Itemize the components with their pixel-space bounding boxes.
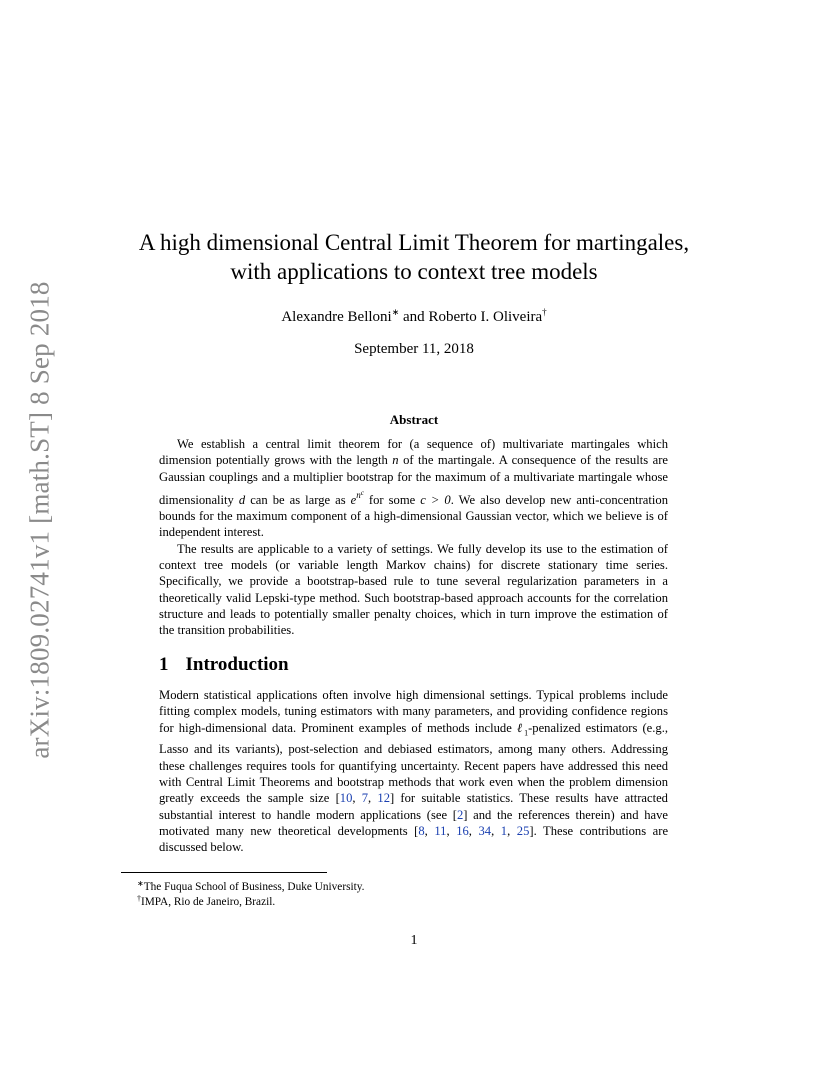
- section-number: 1: [159, 654, 169, 675]
- abstract-heading: Abstract: [389, 412, 439, 427]
- text-run: for some: [363, 492, 421, 507]
- citation-separator: ,: [446, 823, 457, 838]
- citation-link[interactable]: 11: [434, 823, 447, 838]
- citation-separator: ,: [507, 823, 517, 838]
- footnote-text: IMPA, Rio de Janeiro, Brazil.: [141, 896, 276, 908]
- abstract-paragraph: The results are applicable to a variety of settings. We fully develop its use to the estimation of context tree models (or variable length Markov chains) for discrete stationary time series. Specifically, we provide a bootstrap-based rule to tune several regularization parameters in a theoretically valid Lepski-type method. Such bootstrap-based approach accounts for the correlation structure and leads to potentially smaller penalty choices, which in turn improve the estimation of the transition probabilities.: [159, 541, 668, 638]
- math-inequality: c > 0: [420, 492, 451, 507]
- math-subscript: 1: [524, 728, 529, 738]
- citation-link[interactable]: 7: [361, 791, 369, 806]
- arxiv-identifier: arXiv:1809.02741v1 [math.ST] 8 Sep 2018: [24, 281, 55, 759]
- text-run: -penalized estimators (e.g., Lasso and its variants), post-selection and debiased estimators, among many others. Addressing these challenges requires tools for quantifying uncertainty. Recent papers have addressed this need with Central Limit Theorems and bootstrap methods that work even when the problem dimension greatly exceeds the sample size [: [159, 720, 668, 806]
- author-name: Alexandre Belloni: [281, 309, 392, 325]
- math-superscript: c: [360, 488, 364, 497]
- text-run: ] for suitable statistics. These results have attracted substantial interest to handle modern applications (see [: [159, 791, 668, 822]
- math-variable: n: [392, 453, 399, 468]
- text-run: of the martingale. A consequence of the results are Gaussian couplings and a multiplier bootstrap for the maximum of a multivariate martingale whose dimensionality: [159, 453, 668, 507]
- paper-date: September 11, 2018: [354, 341, 474, 357]
- section-heading: [159, 654, 289, 676]
- author-conjunction: and: [403, 309, 425, 325]
- text-run: Modern statistical applications often involve high dimensional settings. Typical problems include fitting complex models, tuning estimators with many parameters, and providing confidence regions for high-dimensional data. Prominent examples of methods include: [159, 688, 668, 735]
- abstract-paragraph: [159, 436, 668, 541]
- math-variable: d: [238, 492, 246, 507]
- footnote-mark: ∗: [137, 879, 144, 888]
- citation-link[interactable]: 10: [339, 791, 353, 806]
- citation-link[interactable]: 2: [456, 807, 464, 822]
- citation-separator: ,: [468, 823, 479, 838]
- citation-separator: ,: [368, 791, 378, 806]
- citation-link[interactable]: 12: [377, 791, 390, 806]
- math-superscript: n: [356, 489, 361, 500]
- footnote-mark: ∗: [391, 307, 400, 317]
- footnote: [137, 891, 275, 910]
- title-line-1: A high dimensional Central Limit Theorem for martingales,: [138, 230, 690, 255]
- text-run: ]. These contributions are discussed below.: [159, 823, 669, 855]
- text-run: . We also develop new anti-concentration bounds for the maximum component of a high-dimensional Gaussian vector, which we believe is of independent interest.: [159, 492, 668, 540]
- paper-title: [100, 228, 728, 286]
- author-list: [100, 307, 728, 326]
- footnote-mark: †: [137, 894, 141, 903]
- text-run: We establish a central limit theorem for (a sequence of) multivariate martingales which dimension potentially grows with the length: [159, 437, 668, 468]
- abstract-body: [159, 436, 668, 639]
- citation-link[interactable]: 25: [516, 823, 530, 838]
- citation-separator: ,: [491, 823, 501, 838]
- citation-separator: ,: [352, 791, 362, 806]
- math-expression: [350, 488, 364, 507]
- footnote-mark: †: [542, 307, 547, 317]
- page-number: 1: [410, 933, 418, 948]
- author-name: Roberto I. Oliveira: [428, 309, 543, 325]
- math-base: e: [350, 492, 357, 507]
- footnote-text: The Fuqua School of Business, Duke University.: [143, 881, 365, 893]
- introduction-paragraph: [159, 687, 668, 855]
- footnote-divider: [121, 872, 327, 873]
- text-run: ] and the references therein) and have motivated many new theoretical developments [: [159, 807, 668, 838]
- citation-link[interactable]: 1: [500, 823, 508, 838]
- title-line-2: with applications to context tree models: [230, 259, 598, 284]
- section-title: Introduction: [185, 654, 289, 675]
- text-run: can be as large as: [245, 492, 351, 507]
- math-symbol: ℓ: [516, 720, 525, 735]
- citation-link[interactable]: 8: [418, 823, 425, 838]
- citation-link[interactable]: 34: [478, 823, 492, 838]
- citation-separator: ,: [424, 823, 435, 838]
- citation-link[interactable]: 16: [456, 823, 469, 838]
